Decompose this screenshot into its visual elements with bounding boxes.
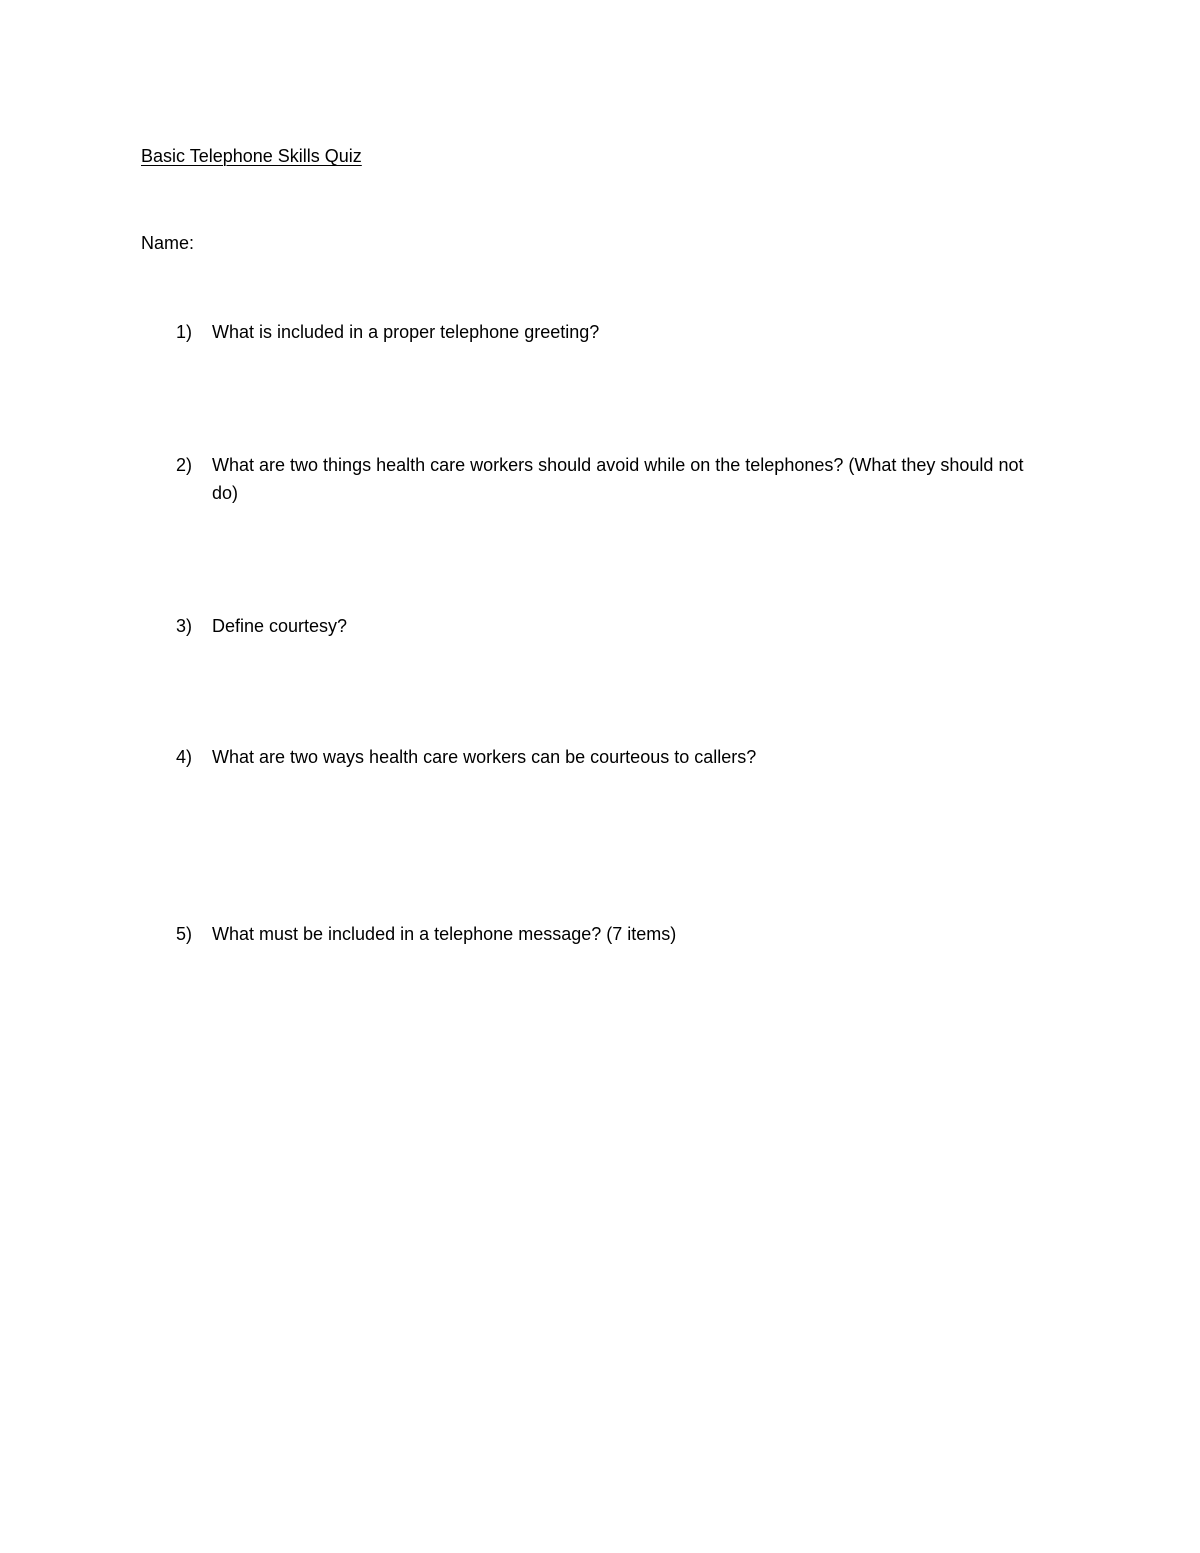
question-4 [176,743,1036,771]
question-5 [176,920,1036,948]
question-number: 1) [176,322,193,342]
question-text: Define courtesy? [212,616,348,636]
question-number: 3) [176,616,193,636]
question-text: What are two ways health care workers can be courteous to callers? [212,747,757,767]
question-2 [176,451,1036,507]
question-text: What are two things health care workers should avoid while on the telephones? (What they should not do) [212,455,1024,503]
question-1 [176,318,1036,346]
question-3 [176,612,1036,640]
question-number: 4) [176,747,193,767]
question-number: 2) [176,455,193,475]
quiz-title: Basic Telephone Skills Quiz [141,146,362,166]
name-label: Name: [141,233,195,253]
question-text: What is included in a proper telephone greeting? [212,322,600,342]
question-text: What must be included in a telephone message? (7 items) [212,924,677,944]
question-number: 5) [176,924,193,944]
